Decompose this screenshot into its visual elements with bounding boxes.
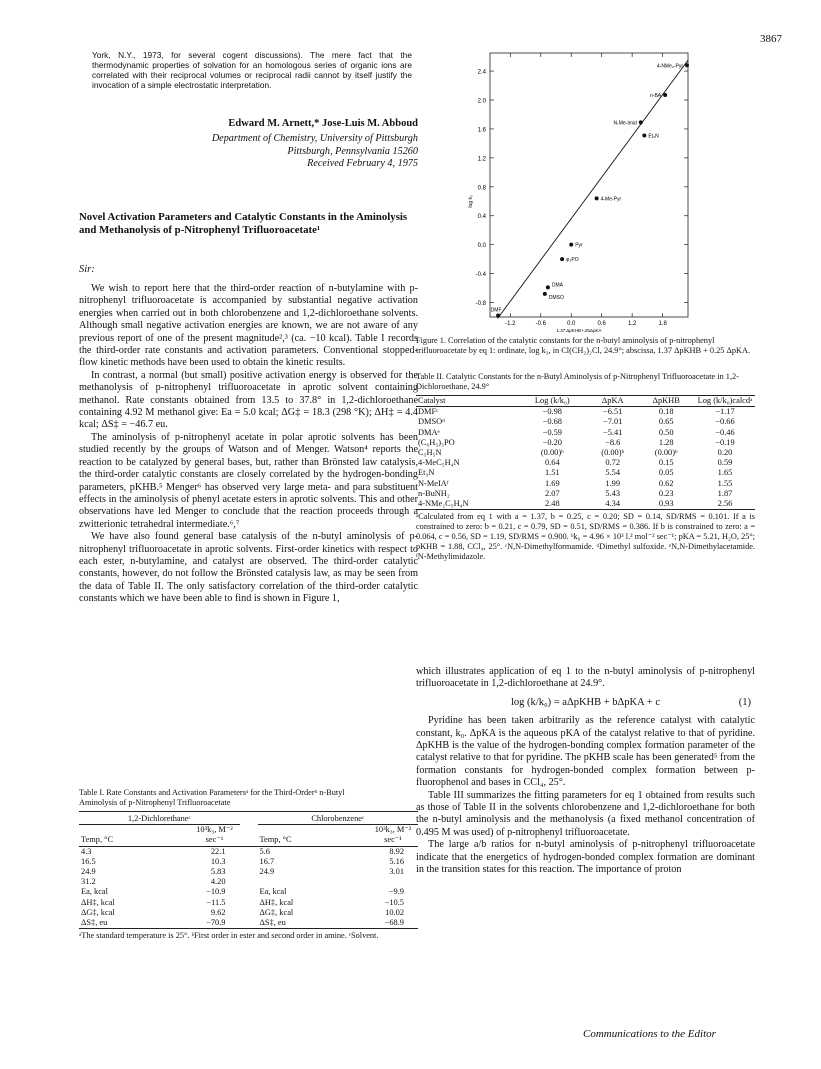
table-cell: 1.55 [717,478,733,488]
table-cell: −0.68 [542,417,562,427]
page-number: 3867 [760,33,782,45]
table-row [416,458,755,468]
affiliation-line2: Pittsburgh, Pennsylvania 15260 [287,145,418,157]
fit-line [498,60,688,318]
figure-1 [440,45,730,350]
table-cell: −9.9 [388,887,404,897]
table-cell: 4-MeC₅H₄N [418,458,460,468]
table-cell: 1.28 [658,437,674,447]
table-cell: 0.62 [658,478,674,488]
y-tick-label: 0.4 [477,214,486,221]
authors: Edward M. Arnett,* Jose-Luis M. Abboud [228,118,418,129]
table-row [79,908,418,918]
y-tick-label: 2.4 [477,69,486,76]
table-2-footnote: ᵃCalculated from eq 1 with a = 1.37, b = 0.25, c = 0.20; SD = 0.14, SD/RMS = 0.101. If a is constrained to zero: b = 0.21, c = 0.79, SD = 0.51, SD/RMS = 0.386. If b is constrained to zero: a = 0.064, c = 0.56, SD = 1.19, SD/RMS = 0.900. ᵇk₀ = 4.96 × 10³ l.² mol⁻² sec⁻¹; pKA = 5.21, H₂O, 25°; pKHB = 1.88, CCl₄, 25°. ᶜN,N-Dimethylformamide. ᵈDimethyl sulfoxide. ᵉN,N-Dimethylacetamide. ᶠN-Methylimidazole. [416,512,755,562]
table-cell: 31.2 [81,877,96,887]
table-cell: 0.15 [658,458,674,468]
table-cell: 1.87 [717,488,733,498]
table-cell: ΔS‡, eu [259,918,286,928]
table-row [416,448,755,458]
table-cell: 3.01 [389,867,404,877]
right-paragraph-1: Pyridine has been taken arbitrarily as the reference catalyst with catalytic constant, k₀. ΔpKA is the aqueous pKA of the catalyst relative to that of pyridine. ΔpKHB is the value of the hydrogen-bonding complex formation parameter of the catalyst relative to that for pyridine. The pKHB scale has been generated⁵ from the formation constants for hydrogen-bonded complex formation between p-fluorophenol and bases in CCl₄, 25°. [416,715,755,789]
table-row [79,918,418,928]
received-date: Received February 4, 1975 [307,158,418,169]
table-cell: n-BuNH₂ [418,488,450,498]
table-1 [79,788,418,941]
table-cell: 5.54 [605,468,621,478]
table-cell: −0.20 [542,437,562,447]
table-cell: 0.50 [658,427,674,437]
table-cell: 0.20 [717,448,733,458]
table-1-caption: Table I. Rate Constants and Activation Parametersᵃ for the Third-Orderᵇ n-Butyl Aminolysis of p-Nitrophenyl Trifluoroacetate [79,788,345,807]
table-1-k-header: 10³k₃, M⁻² sec⁻¹ [196,825,233,845]
table-cell: 1.65 [717,468,733,478]
point-label: DMSO [548,294,564,301]
point-label: Et₃N [648,133,659,140]
table-cell: DMSOᵈ [418,417,445,427]
table-row [416,468,755,478]
table-cell: 24.9 [259,867,275,877]
table-cell [368,877,418,887]
table-row [416,407,755,418]
data-point [543,292,547,296]
table-cell: 16.7 [259,856,275,866]
table-cell: 0.23 [658,488,674,498]
article-title: Novel Activation Parameters and Catalytic Constants in the Aminolysis and Methanolysis of p-Nitrophenyl Trifluoroacetate¹ [79,211,408,236]
table-2-header-calcd: Log (k/k₀)calcdᵃ [697,396,753,405]
table-cell: −10.5 [384,897,404,907]
author-block [79,118,418,170]
figure-1-caption: Figure 1. Correlation of the catalytic constants for the n-butyl aminolysis of p-nitrophenyl trifluoroacetate by eq 1: ordinate, log k₃, in Cl(CH₂)₂Cl, 24.9°; abscissa, 1.37 ΔpKHB + 0.25 ΔpKA. [416,336,751,355]
table-cell: 1.99 [605,478,621,488]
table-cell: 5.83 [210,867,226,877]
data-point [642,133,646,137]
x-tick-label: -1.2 [505,321,516,327]
y-tick-label: 0.0 [477,243,486,250]
table-1-temp-header: Temp, °C [81,835,114,845]
table-1-k-header: 10³k₃, M⁻² sec⁻¹ [374,825,412,845]
table-cell: 22.1 [210,846,226,856]
data-point [546,285,550,289]
data-point [569,243,573,247]
data-point [663,93,667,97]
table-cell: 4.34 [605,499,621,509]
left-body [79,283,418,606]
table-cell: ΔS‡, eu [81,918,108,928]
x-tick-label: 0.6 [597,321,606,327]
table-cell: −1.17 [715,407,735,417]
table-row [79,846,418,857]
point-label: n-BA [650,92,662,99]
y-tick-label: 1.2 [477,156,486,163]
table-2-caption: Table II. Catalytic Constants for the n-Butyl Aminolysis of p-Nitrophenyl Trifluoroacetate in 1,2-Dichloroethane, 24.9° [416,372,739,391]
equation-text: log (k/k₀) = aΔpKHB + bΔpKA + c [511,696,660,708]
equation-number: (1) [738,696,751,708]
table-cell: −68.9 [384,918,404,928]
right-paragraph-2: Table III summarizes the fitting parameters for eq 1 obtained from results such as those of Table II in the solvents chlorobenzene and 1,2-dichloroethane for both the n-butyl aminolysis and the methanolysis (a fixed methanol concentration of 0.495 M was used) of p-nitrophenyl trifluoroacetate. [416,789,755,838]
table-cell: 5.43 [605,488,621,498]
salutation: Sir: [79,264,95,275]
table-2-header-dpkhb: ΔpKHB [652,396,680,405]
table-cell: 16.5 [81,856,96,866]
table-2-header-catalyst: Catalyst [418,396,446,405]
table-2-header-logk: Log (k/k₀) [534,396,570,405]
table-cell: −11.5 [206,897,226,907]
table-cell: (0.00)ᵇ [654,448,678,458]
page-footer: Communications to the Editor [583,1028,716,1040]
x-tick-label: -0.6 [535,321,546,327]
table-cell: 1.51 [544,468,560,478]
point-label: φ₃PO [566,257,579,264]
affiliation-line1: Department of Chemistry, University of Pittsburgh [211,133,418,145]
x-tick-label: 1.8 [658,321,667,327]
table-cell: C₅H₅N [418,448,442,458]
table-cell: 2.56 [717,499,733,509]
data-point [560,257,564,261]
table-cell: 5.16 [389,856,404,866]
table-cell [258,877,369,887]
equation-1 [416,697,755,709]
data-point [496,314,500,318]
table-cell: N-MeIAᶠ [418,478,449,488]
table-cell: ΔG‡, kcal [81,907,115,917]
table-2-grid [416,396,755,509]
table-cell: 0.64 [544,458,560,468]
table-1-footnote: ᵃThe standard temperature is 25°. ᵇFirst order in ester and second order in amine. ᶜSolvent. [79,931,379,941]
paragraph-3: The aminolysis of p-nitrophenyl acetate in polar aprotic solvents has been studied recently by the groups of Watson and of Menger. Watson⁴ reports the reaction to be catalyzed by general bases, but, rather than Brönsted law catalysis, the third-order catalytic constants are closely correlated by the hydrogen-bonding parameters, pKHB.⁵ Menger⁶ has observed very large meta- and para substituent effects in the aminolysis of phenyl acetate esters in aprotic solvents. This and other observations have led Menger to conclude that the reaction proceeds through a zwitterionic tetrahedral intermediate.⁶,⁷ [79,431,418,530]
table-1-grid [79,812,418,928]
table-cell: −0.59 [542,427,562,437]
table-row [79,867,418,877]
table-cell: ΔH‡, kcal [81,897,115,907]
table-row [79,887,418,897]
table-cell: DMFᶜ [418,407,439,417]
footnote-top: York, N.Y., 1973, for several cogent discussions). The mere fact that the thermodynamic properties of solvation for an homologous series of organic ions are correlated with their reciprocal volumes or reciprocal radii cannot by itself justify the invocation of a simple electrostatic interpretation. [92,50,412,90]
point-label: Pyr [575,242,583,249]
table-cell: 0.05 [658,468,674,478]
table-1-solvent2: Chlorobenzeneᶜ [258,812,419,825]
point-label: 4-NMe₂-Pyr [656,63,683,70]
table-1-temp-header: Temp, °C [259,835,292,845]
x-tick-label: 0.0 [567,321,576,327]
table-row [416,479,755,489]
table-cell: 4-NMe₂C₅H₄N [418,499,469,509]
figure-1-chart [440,45,730,350]
table-cell: −0.98 [542,407,562,417]
table-cell: 2.48 [544,499,560,509]
table-cell: 0.59 [717,458,733,468]
table-row [79,898,418,908]
table-cell: −6.51 [603,407,623,417]
y-axis-label: log k₃ [468,194,474,208]
table-2-header-dpka: ΔpKA [601,396,624,405]
table-cell: 5.6 [259,846,270,856]
y-tick-label: 2.0 [477,98,486,105]
table-cell: ΔH‡, kcal [259,897,294,907]
table-cell: −0.19 [715,437,735,447]
table-cell: Ea, kcal [81,887,108,897]
table-cell: ΔG‡, kcal [259,907,294,917]
x-tick-label: 1.2 [627,321,637,327]
table-cell: 4.3 [81,846,92,856]
table-cell: −0.66 [715,417,735,427]
table-row [416,489,755,499]
paragraph-1: We wish to report here that the third-order reaction of n-butylamine with p-nitrophenyl trifluoroacetate is accompanied by substantial negative activation energies when carried out in both chlorobenzene and 1,2-dichloroethane solvents. Although small negative activation energies are known, we are not aware of any previous report of one of the present magnitude²,³ (ca. −10 kcal). Table I records the third-order rate constants and activation parameters. Conventional stopped-flow kinetic methods have been used to obtain the kinetic results. [79,283,418,369]
table-cell: −8.6 [605,437,621,447]
table-cell: 2.07 [544,488,560,498]
table-2 [416,372,755,562]
table-row [416,417,755,427]
x-axis-label: 1.37 ΔpKHB+.25ΔpKA [556,328,602,333]
table-1-solvent1: 1,2-Dichlorethaneᶜ [79,812,240,825]
table-cell: 1.69 [544,478,560,488]
table-cell: −7.01 [603,417,623,427]
table-cell: 8.92 [389,846,404,856]
y-tick-label: -0.4 [475,272,486,279]
table-cell: Ea, kcal [259,887,287,897]
point-label: DMA [551,282,564,289]
y-tick-label: 1.6 [477,127,486,134]
table-cell: −10.9 [206,887,226,897]
table-cell: 10.3 [210,856,226,866]
table-cell: 0.72 [605,458,621,468]
right-paragraph-intro: which illustrates application of eq 1 to the n-butyl aminolysis of p-nitrophenyl trifluoroacetate in 1,2-dichloroethane at 24.9°. [416,666,755,690]
table-cell: 24.9 [81,867,96,877]
data-point [595,196,599,200]
table-cell: Et₃N [418,468,435,478]
table-cell: 4.20 [210,877,226,887]
table-cell: −70.9 [206,918,226,928]
table-row [416,499,755,509]
table-row [416,438,755,448]
table-cell: (0.00)ᵇ [540,448,564,458]
point-label: 4-Me-Pyr [600,196,622,203]
right-body [416,666,755,877]
table-cell: (C₆H₅)₃PO [418,437,455,447]
table-cell: 10.02 [385,907,404,917]
y-tick-label: 0.8 [477,185,486,192]
table-cell: (0.00)ᵇ [601,448,625,458]
y-tick-label: -0.8 [475,301,486,308]
table-cell: 0.65 [658,417,674,427]
table-cell: DMAᵉ [418,427,440,437]
table-cell: 0.93 [658,499,674,509]
table-row [416,428,755,438]
table-cell: 0.18 [658,407,674,417]
data-point [685,63,689,67]
point-label: N-Me-Imid [613,120,637,127]
table-cell: 9.62 [210,907,226,917]
paragraph-2: In contrast, a normal (but small) positive activation energy is observed for the methanolysis of p-nitrophenyl trifluoroacetate in aprotic solvent containing methanol. Rate constants obtained from 13.5 to 37.8° in 1,2-dichloroethane containing 4.92 M methanol give: Ea = 5.0 kcal; ΔG‡ = 18.3 (298 °K); ΔH‡ = 4.4 kcal; ΔS‡ = −46.7 eu. [79,369,418,431]
table-row [79,877,418,887]
table-cell: −0.46 [715,427,735,437]
right-paragraph-3: The large a/b ratios for n-butyl aminolysis of p-nitrophenyl trifluoroacetate indicate that the energetics of hydrogen-bonded complex formation are dominant in the transition states for this reaction. The importance of proton [416,839,755,876]
paragraph-4: We have also found general base catalysis of the n-butyl aminolysis of p-nitrophenyl trifluoroacetate in aprotic solvents. First-order kinetics with respect to each ester, n-butylamine, and catalyst are observed. The third-order catalytic constants, however, do not follow the Brönsted catalysis law, as may be seen from the data of Table II. The only satisfactory correlation of the third-order catalytic constants which we have been able to find is shown in Figure 1, [79,531,418,605]
table-cell: −5.41 [603,427,623,437]
data-point [639,120,643,124]
table-row [79,857,418,867]
point-label: DMF [490,307,502,314]
